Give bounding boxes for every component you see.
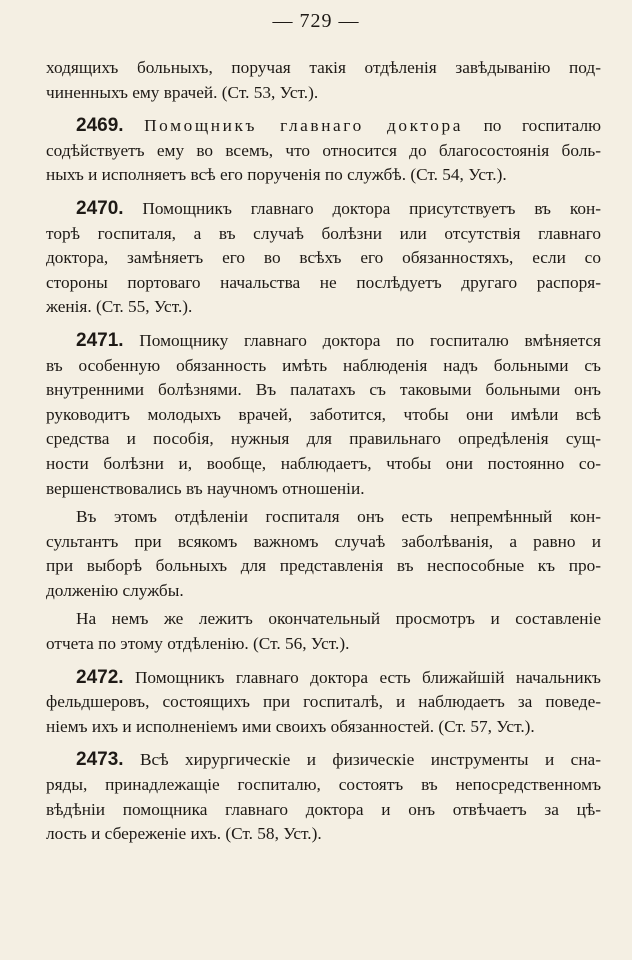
text-line: вершенствовались въ научномъ отношеніи. bbox=[46, 478, 365, 498]
article-number: 2469. bbox=[76, 115, 124, 137]
text-line: ности болѣзни и, вообще, наблюдаетъ, чтобы они постоянно со- bbox=[46, 453, 601, 473]
text-line: при выборѣ больныхъ для представленія въ неспособные къ про- bbox=[46, 556, 601, 576]
article-number: 2472. bbox=[76, 666, 124, 688]
text-line: въ особенную обязанность имѣть наблюденія надъ больными съ bbox=[46, 355, 601, 375]
paragraph-2471-second bbox=[46, 505, 601, 603]
article-2469 bbox=[46, 114, 601, 188]
text-line: сультантъ при всякомъ важномъ случаѣ заболѣванія, а равно и bbox=[46, 531, 601, 551]
text-line: ходящихъ больныхъ, поручая такія отдѣленія завѣдыванію под- bbox=[46, 58, 601, 77]
text-line: доктора, замѣняетъ его во всѣхъ его обязанностяхъ, если со bbox=[46, 248, 601, 268]
article-number: 2471. bbox=[76, 329, 124, 351]
article-2470 bbox=[46, 197, 601, 320]
body-text bbox=[46, 56, 601, 847]
text-line: фельдшеровъ, состоящихъ при госпиталѣ, и наблюдаетъ за поведе- bbox=[46, 692, 601, 712]
page-number: — 729 — bbox=[272, 10, 360, 32]
text-line: 2471. Помощнику главнаго доктора по госпиталю вмѣняется bbox=[76, 329, 601, 351]
article-2471 bbox=[46, 329, 601, 501]
text-line: женія. (Ст. 55, Уст.). bbox=[46, 297, 193, 317]
text-line: Въ этомъ отдѣленіи госпиталя онъ есть непремѣнный кон- bbox=[76, 507, 601, 527]
article-number: 2470. bbox=[76, 197, 124, 219]
text-line: содѣйствуетъ ему во всемъ, что относится до благосостоянія боль- bbox=[46, 140, 601, 160]
paragraph-continuation bbox=[46, 56, 601, 105]
text-line: ныхъ и исполняетъ всѣ его порученія по службѣ. (Ст. 54, Уст.). bbox=[46, 165, 507, 185]
text-line: ніемъ ихъ и исполненіемъ ими своихъ обязанностей. (Ст. 57, Уст.). bbox=[46, 716, 535, 736]
text-line: отчета по этому отдѣленію. (Ст. 56, Уст.). bbox=[46, 634, 350, 654]
text-line: вѣдѣніи помощника главнаго доктора и онъ отвѣчаетъ за цѣ- bbox=[46, 799, 601, 819]
paragraph-2471-third bbox=[46, 607, 601, 656]
spaced-lead: Помощникъ главнаго доктора bbox=[144, 116, 464, 136]
text-line: руководитъ молодыхъ врачей, заботится, чтобы они имѣли всѣ bbox=[46, 404, 601, 424]
article-2473 bbox=[46, 748, 601, 846]
text-line: 2472. Помощникъ главнаго доктора есть ближайшій начальникъ bbox=[76, 666, 601, 688]
article-number: 2473. bbox=[76, 749, 124, 771]
text-line: внутренними болѣзнями. Въ палатахъ съ таковыми больными онъ bbox=[46, 380, 601, 400]
text-line: ряды, принадлежащіе госпиталю, состоятъ въ непосредственномъ bbox=[46, 775, 601, 795]
text-line: долженію службы. bbox=[46, 580, 184, 600]
text-line: лость и сбереженіе ихъ. (Ст. 58, Уст.). bbox=[46, 824, 322, 844]
text-line: средства и пособія, нужныя для правильнаго опредѣленія сущ- bbox=[46, 429, 601, 449]
text-line: 2473. Всѣ хирургическіе и физическіе инструменты и сна- bbox=[76, 749, 601, 771]
text-line: торѣ госпиталя, а въ случаѣ болѣзни или отсутствія главнаго bbox=[46, 223, 601, 243]
text-line: 2470. Помощникъ главнаго доктора присутствуетъ въ кон- bbox=[76, 197, 601, 219]
text-line: стороны портоваго начальства не послѣдуетъ другаго распоря- bbox=[46, 272, 601, 292]
text-line: 2469. Помощникъ главнаго доктора по госпиталю bbox=[76, 115, 601, 137]
text-line: На немъ же лежитъ окончательный просмотръ и составленіе bbox=[76, 609, 601, 629]
text-line: чиненныхъ ему врачей. (Ст. 53, Уст.). bbox=[46, 82, 319, 102]
article-2472 bbox=[46, 666, 601, 740]
